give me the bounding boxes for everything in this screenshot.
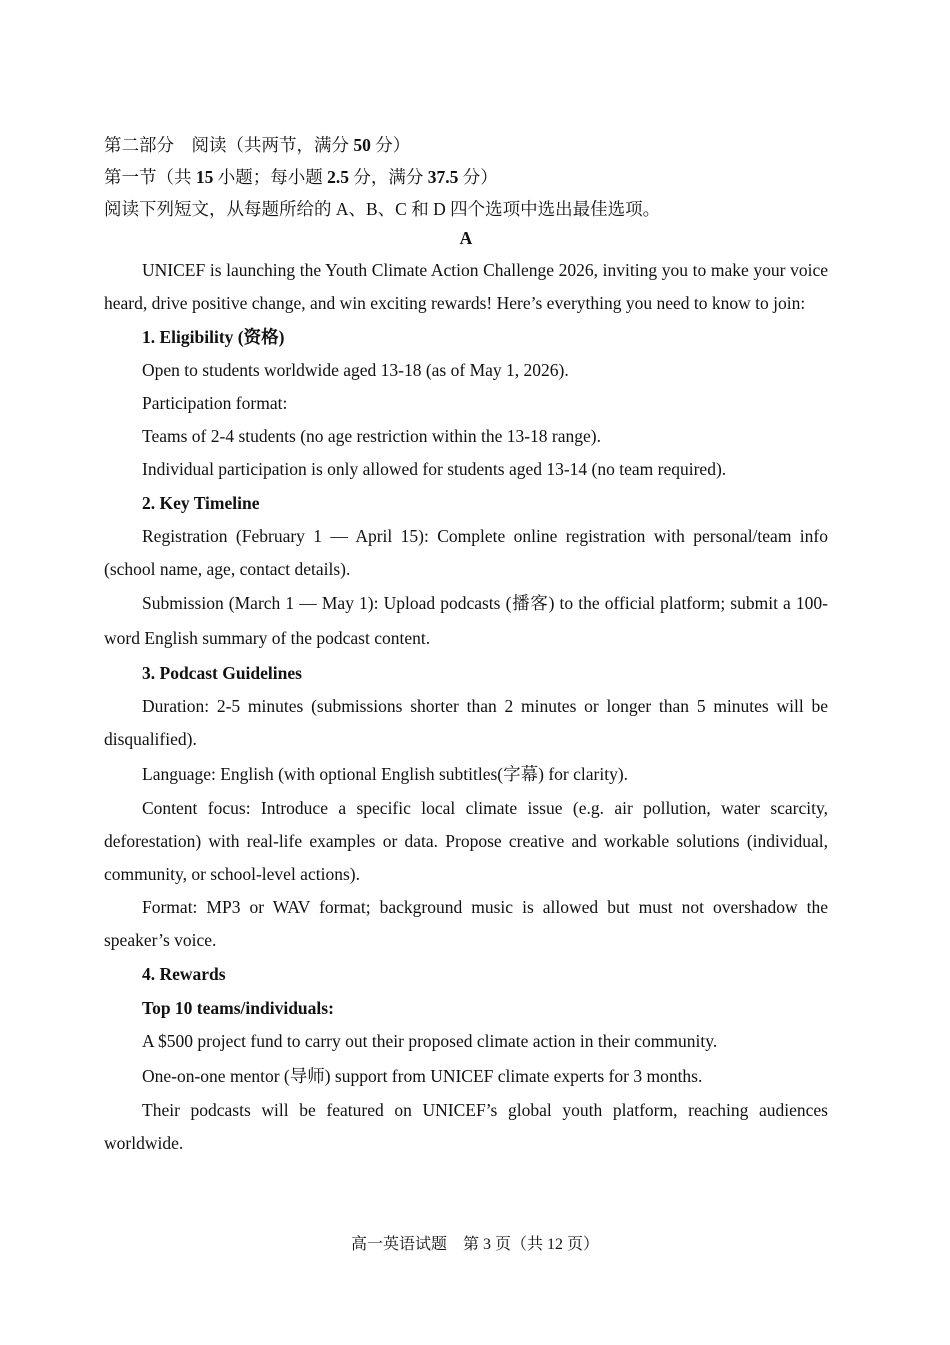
section-title-e: 分，满分 — [349, 167, 428, 187]
eligibility-format: Participation format: — [142, 393, 288, 413]
part-title — [104, 129, 828, 161]
question-count: 15 — [195, 167, 214, 187]
guideline-content: Content focus: Introduce a specific local climate issue (e.g. air pollution, water scarcity, deforestation) with real-life examples or data. Propose creative and workable solutions (individual, community, or school-level actions). — [104, 798, 828, 884]
rewards-heading: 4. Rewards — [142, 964, 226, 984]
section-title-g: 分） — [458, 167, 498, 187]
exam-page — [104, 129, 828, 1160]
guideline-duration: Duration: 2-5 minutes (submissions shorter than 2 minutes or longer than 5 minutes will be disqualified). — [104, 696, 828, 749]
reward-fund: A $500 project fund to carry out their proposed climate action in their community. — [142, 1031, 718, 1051]
part-title-text: 第二部分 阅读（共两节，满分 — [104, 135, 354, 155]
guideline-language: Language: English (with optional English subtitles(字幕) for clarity). — [142, 764, 629, 784]
timeline-heading: 2. Key Timeline — [142, 493, 260, 513]
timeline-submission: Submission (March 1 — May 1): Upload podcasts (播客) to the official platform; submit a 100-word English summary of the podcast content. — [104, 593, 828, 648]
reward-mentor: One-on-one mentor (导师) support from UNICEF climate experts for 3 months. — [142, 1066, 703, 1086]
reward-feature: Their podcasts will be featured on UNICEF’s global youth platform, reaching audiences worldwide. — [104, 1100, 828, 1153]
instruction: 阅读下列短文，从每题所给的 A、B、C 和 D 四个选项中选出最佳选项。 — [104, 199, 661, 219]
part-score: 50 — [353, 135, 371, 155]
guideline-format: Format: MP3 or WAV format; background music is allowed but must not overshadow the speaker’s voice. — [104, 897, 828, 950]
guidelines-heading: 3. Podcast Guidelines — [142, 663, 302, 683]
eligibility-teams: Teams of 2-4 students (no age restriction within the 13-18 range). — [142, 426, 601, 446]
passage-intro: UNICEF is launching the Youth Climate Action Challenge 2026, inviting you to make your voice heard, drive positive change, and win exciting rewards! Here’s everything you need to know to join: — [104, 260, 828, 313]
section-title-a: 第一节（共 — [104, 167, 196, 187]
eligibility-heading: 1. Eligibility (资格) — [142, 327, 285, 347]
part-title-end: 分） — [370, 135, 411, 155]
rewards-subheading: Top 10 teams/individuals: — [142, 998, 334, 1018]
section-title-c: 小题；每小题 — [213, 167, 328, 187]
timeline-registration: Registration (February 1 — April 15): Complete online registration with personal/team info (school name, age, contact details). — [104, 526, 828, 579]
section-title — [104, 161, 828, 193]
section-total-score: 37.5 — [427, 167, 459, 187]
eligibility-individual: Individual participation is only allowed for students aged 13-14 (no team required). — [142, 459, 727, 479]
per-question-score: 2.5 — [327, 167, 349, 187]
eligibility-age: Open to students worldwide aged 13-18 (as of May 1, 2026). — [142, 360, 569, 380]
passage-letter: A — [459, 228, 473, 248]
page-footer: 高一英语试题 第 3 页（共 12 页） — [350, 1236, 599, 1253]
